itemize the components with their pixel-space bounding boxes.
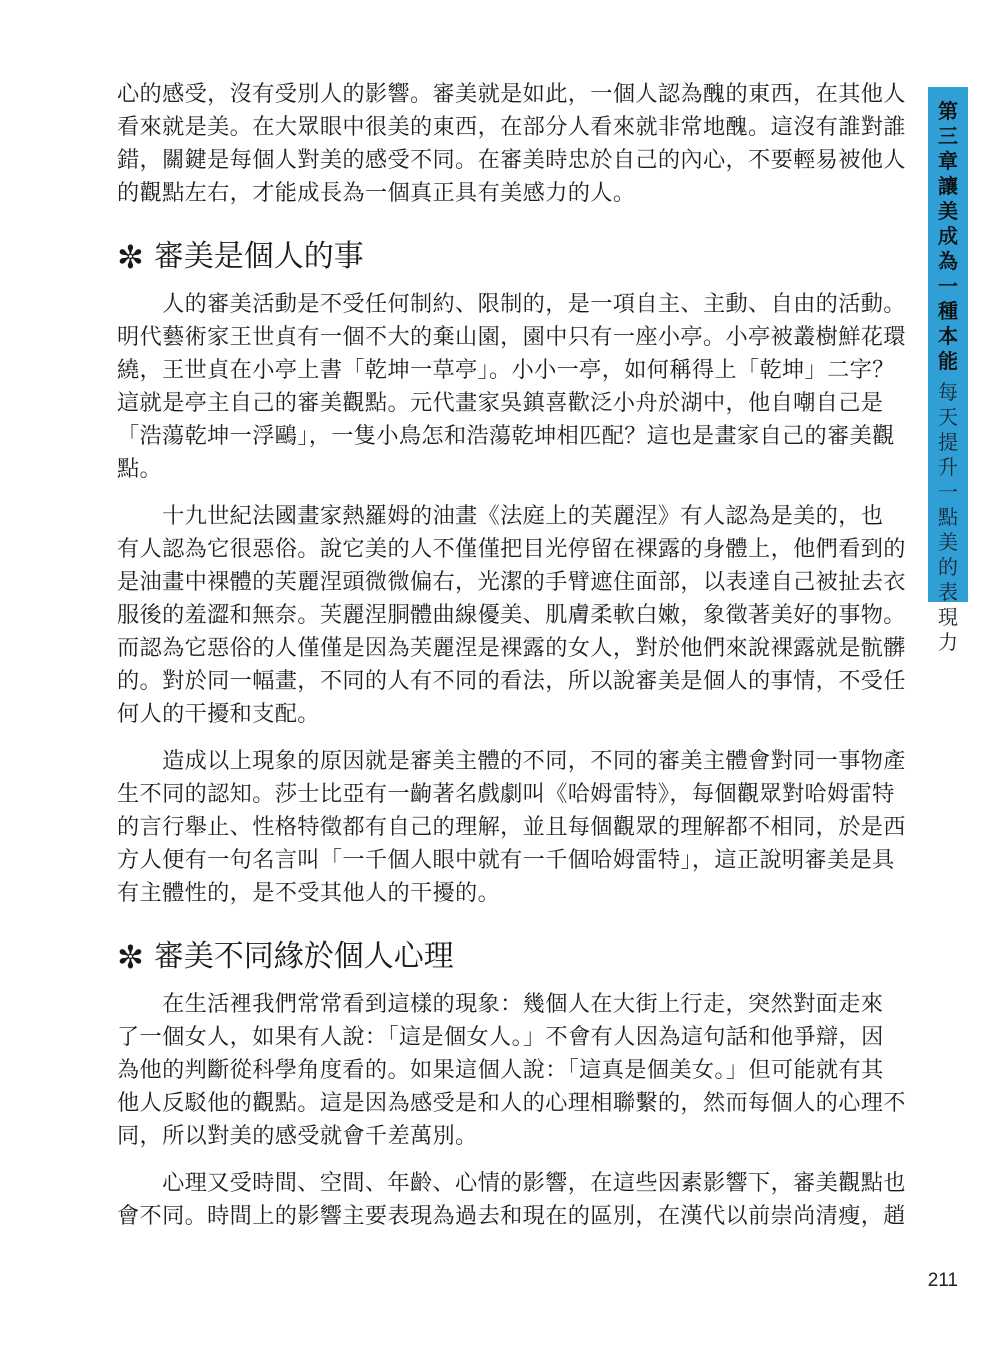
chapter-title-char: 為	[938, 249, 958, 273]
chapter-title-char: 能	[938, 349, 958, 373]
chapter-subtitle-char: 一	[938, 480, 958, 504]
paragraph	[117, 78, 906, 210]
chapter-title-char: 美	[938, 199, 958, 223]
chapter-title-char: 本	[938, 324, 958, 348]
text-line: 同，所以對美的感受就會千差萬別。	[117, 1123, 478, 1149]
chapter-subtitle-char: 升	[938, 455, 958, 479]
text-line: 錯，關鍵是每個人對美的感受不同。在審美時忠於自己的內心，不要輕易被他人	[117, 147, 906, 173]
chapter-subtitle-char: 現	[938, 605, 958, 629]
text-line: 看來就是美。在大眾眼中很美的東西，在部分人看來就非常地醜。這沒有誰對誰	[117, 114, 906, 140]
text-line: 了一個女人，如果有人說：「這是個女人。」不會有人因為這句話和他爭辯，因	[117, 1024, 884, 1050]
text-line: 造成以上現象的原因就是審美主體的不同，不同的審美主體會對同一事物產	[117, 748, 906, 774]
text-line: 「浩蕩乾坤一浮鷗」，一隻小鳥怎和浩蕩乾坤相匹配？這也是畫家自己的審美觀	[117, 423, 895, 449]
text-line: 在生活裡我們常常看到這樣的現象：幾個人在大街上行走，突然對面走來	[117, 991, 884, 1017]
chapter-subtitle-char: 力	[938, 630, 958, 654]
chapter-title-char: 讓	[938, 174, 958, 198]
text-line: 是油畫中裸體的芙麗涅頭微微偏右，光潔的手臂遮住面部，以表達自己被扯去衣	[117, 569, 906, 595]
paragraph	[117, 500, 906, 731]
section-heading	[117, 935, 887, 979]
chapter-subtitle-char: 點	[938, 505, 958, 529]
text-line: 會不同。時間上的影響主要表現為過去和現在的區別，在漢代以前崇尚清瘦，趙	[117, 1203, 906, 1229]
chapter-subtitle-char: 天	[938, 405, 958, 429]
text-line: 點。	[117, 456, 163, 482]
paragraph	[117, 1167, 906, 1233]
text-line: 心理又受時間、空間、年齡、心情的影響，在這些因素影響下，審美觀點也	[117, 1170, 906, 1196]
chapter-side-tab	[928, 87, 968, 654]
text-line: 的觀點左右，才能成長為一個真正具有美感力的人。	[117, 180, 636, 206]
text-line: 的。對於同一幅畫，不同的人有不同的看法，所以說審美是個人的事情，不受任	[117, 668, 906, 694]
asterisk-flower-icon: ✼	[117, 238, 144, 276]
chapter-subtitle-char: 提	[938, 430, 958, 454]
paragraph	[117, 288, 906, 486]
paragraph	[117, 988, 906, 1153]
section-heading	[117, 235, 887, 279]
text-line: 而認為它惡俗的人僅僅是因為芙麗涅是裸露的女人，對於他們來說裸露就是骯髒	[117, 635, 906, 661]
chapter-title-char: 種	[938, 299, 958, 323]
text-line: 人的審美活動是不受任何制約、限制的，是一項自主、主動、自由的活動。	[117, 291, 906, 317]
text-line: 服後的羞澀和無奈。芙麗涅胴體曲線優美、肌膚柔軟白嫩，象徵著美好的事物。	[117, 602, 906, 628]
page-number: 211	[927, 1270, 958, 1291]
chapter-subtitle-char: 每	[938, 380, 958, 404]
text-line: 何人的干擾和支配。	[117, 701, 320, 727]
text-line: 為他的判斷從科學角度看的。如果這個人說：「這真是個美女。」但可能就有其	[117, 1057, 884, 1083]
chapter-subtitle-char: 的	[938, 555, 958, 579]
text-line: 這就是亭主自己的審美觀點。元代畫家吳鎮喜歡泛小舟於湖中，他自嘲自己是	[117, 390, 884, 416]
text-line: 繞，王世貞在小亭上書「乾坤一草亭」。小小一亭，如何稱得上「乾坤」二字？	[117, 357, 895, 383]
chapter-title-char: 一	[938, 274, 958, 298]
text-line: 明代藝術家王世貞有一個不大的棄山園，園中只有一座小亭。小亭被叢樹鮮花環	[117, 324, 906, 350]
text-line: 有主體性的，是不受其他人的干擾的。	[117, 880, 501, 906]
chapter-title-char: 成	[938, 224, 958, 248]
chapter-char: 第	[938, 99, 958, 123]
text-line: 他人反駁他的觀點。這是因為感受是和人的心理相聯繫的，然而每個人的心理不	[117, 1090, 906, 1116]
asterisk-flower-icon: ✼	[117, 938, 144, 976]
page-body	[117, 78, 906, 1233]
chapter-char: 章	[938, 149, 958, 173]
text-line: 的言行舉止、性格特徵都有自己的理解，並且每個觀眾的理解都不相同，於是西	[117, 814, 906, 840]
paragraph	[117, 745, 906, 910]
text-line: 心的感受，沒有受別人的影響。審美就是如此，一個人認為醜的東西，在其他人	[117, 81, 906, 107]
section-heading-text: 審美不同緣於個人心理	[153, 939, 454, 974]
text-line: 生不同的認知。莎士比亞有一齣著名戲劇叫《哈姆雷特》，每個觀眾對哈姆雷特	[117, 781, 895, 807]
chapter-char: 三	[938, 124, 958, 148]
text-line: 方人便有一句名言叫「一千個人眼中就有一千個哈姆雷特」，這正說明審美是具	[117, 847, 895, 873]
chapter-subtitle-char: 美	[938, 530, 958, 554]
chapter-subtitle-char: 表	[938, 580, 958, 604]
text-line: 十九世紀法國畫家熱羅姆的油畫《法庭上的芙麗涅》有人認為是美的，也	[117, 503, 884, 529]
section-heading-text: 審美是個人的事	[153, 239, 364, 274]
text-line: 有人認為它很惡俗。說它美的人不僅僅把目光停留在裸露的身體上，他們看到的	[117, 536, 906, 562]
